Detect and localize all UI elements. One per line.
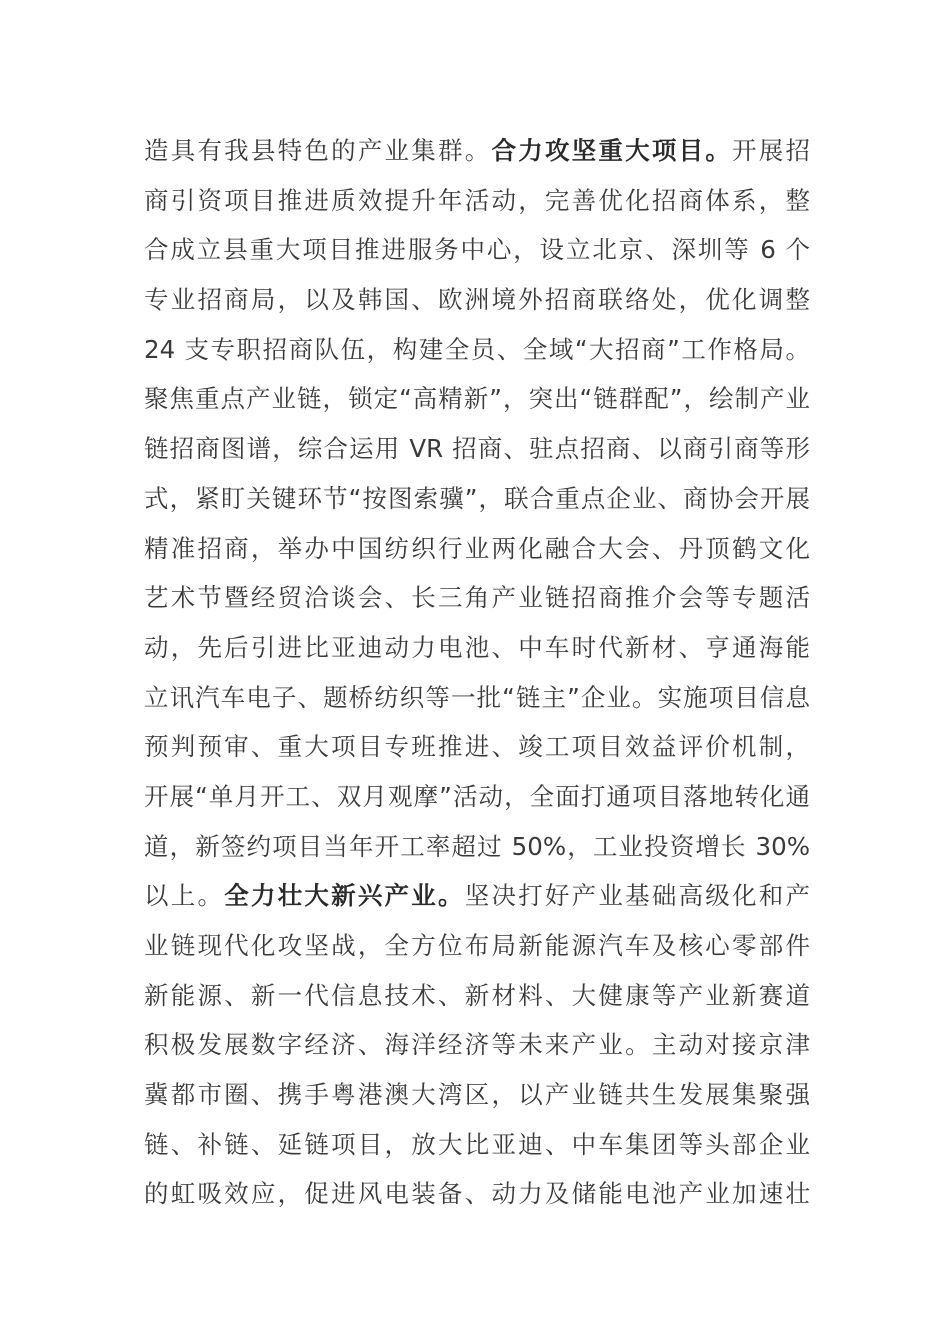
bold-heading-text: 合力攻坚重大项目。 <box>491 136 733 165</box>
text-line <box>144 722 810 772</box>
body-text: 24 支专职招商队伍，构建全员、全域“大招商”工作格局。 <box>144 334 810 364</box>
body-text: 开展“单月开工、双月观摩”活动，全面打通项目落地转化通 <box>144 781 810 811</box>
body-paragraph <box>144 126 810 1219</box>
body-text: 合成立县重大项目推进服务中心，设立北京、深圳等 6 个 <box>144 235 810 265</box>
text-line <box>144 871 810 921</box>
body-text: 道，新签约项目当年开工率超过 50%，工业投资增长 30% <box>144 831 810 861</box>
body-text: 积极发展数字经济、海洋经济等未来产业。主动对接京津 <box>144 1030 810 1060</box>
text-line <box>144 176 810 226</box>
body-text: 链招商图谱，综合运用 VR 招商、驻点招商、以商引商等形 <box>144 434 810 464</box>
text-line <box>144 275 810 325</box>
text-line <box>144 1070 810 1120</box>
text-line <box>144 623 810 673</box>
text-line <box>144 424 810 474</box>
text-line <box>144 374 810 424</box>
body-text: 动，先后引进比亚迪动力电池、中车时代新材、亨通海能 <box>144 632 810 662</box>
body-text: 造具有我县特色的产业集群。 <box>144 136 492 165</box>
text-line <box>144 474 810 524</box>
text-line <box>144 1169 810 1219</box>
body-text: 新能源、新一代信息技术、新材料、大健康等产业新赛道 <box>144 980 810 1010</box>
body-text: 立讯汽车电子、题桥纺织等一批“链主”企业。实施项目信息 <box>144 682 810 712</box>
body-text: 专业招商局，以及韩国、欧洲境外招商联络处，优化调整 <box>144 285 810 315</box>
text-line <box>144 772 810 822</box>
body-text: 开展招 <box>732 136 811 165</box>
bold-heading-text: 全力壮大新兴产业。 <box>224 881 465 911</box>
text-line <box>144 126 810 176</box>
body-text: 式，紧盯关键环节“按图索骥”，联合重点企业、商协会开展 <box>144 483 810 513</box>
text-line <box>144 822 810 872</box>
text-line <box>144 225 810 275</box>
body-text: 链、补链、延链项目，放大比亚迪、中车集团等头部企业 <box>144 1129 810 1159</box>
body-text: 的虹吸效应，促进风电装备、动力及储能电池产业加速壮 <box>144 1179 810 1209</box>
text-line <box>144 524 810 574</box>
body-text: 坚决打好产业基础高级化和产 <box>464 881 810 911</box>
body-text: 商引资项目推进质效提升年活动，完善优化招商体系，整 <box>144 185 810 215</box>
body-text: 预判预审、重大项目专班推进、竣工项目效益评价机制， <box>144 732 810 762</box>
text-line <box>144 325 810 375</box>
text-line <box>144 1120 810 1170</box>
body-text: 以上。 <box>144 881 225 911</box>
text-line <box>144 673 810 723</box>
body-text: 艺术节暨经贸洽谈会、长三角产业链招商推介会等专题活 <box>144 583 810 613</box>
text-line <box>144 573 810 623</box>
text-line <box>144 1020 810 1070</box>
body-text: 聚焦重点产业链，锁定“高精新”，突出“链群配”，绘制产业 <box>144 384 810 414</box>
text-line <box>144 921 810 971</box>
body-text: 精准招商，举办中国纺织行业两化融合大会、丹顶鹤文化 <box>144 533 810 563</box>
text-line <box>144 971 810 1021</box>
body-text: 业链现代化攻坚战，全方位布局新能源汽车及核心零部件 <box>144 931 810 960</box>
body-text: 冀都市圈、携手粤港澳大湾区，以产业链共生发展集聚强 <box>144 1080 810 1110</box>
